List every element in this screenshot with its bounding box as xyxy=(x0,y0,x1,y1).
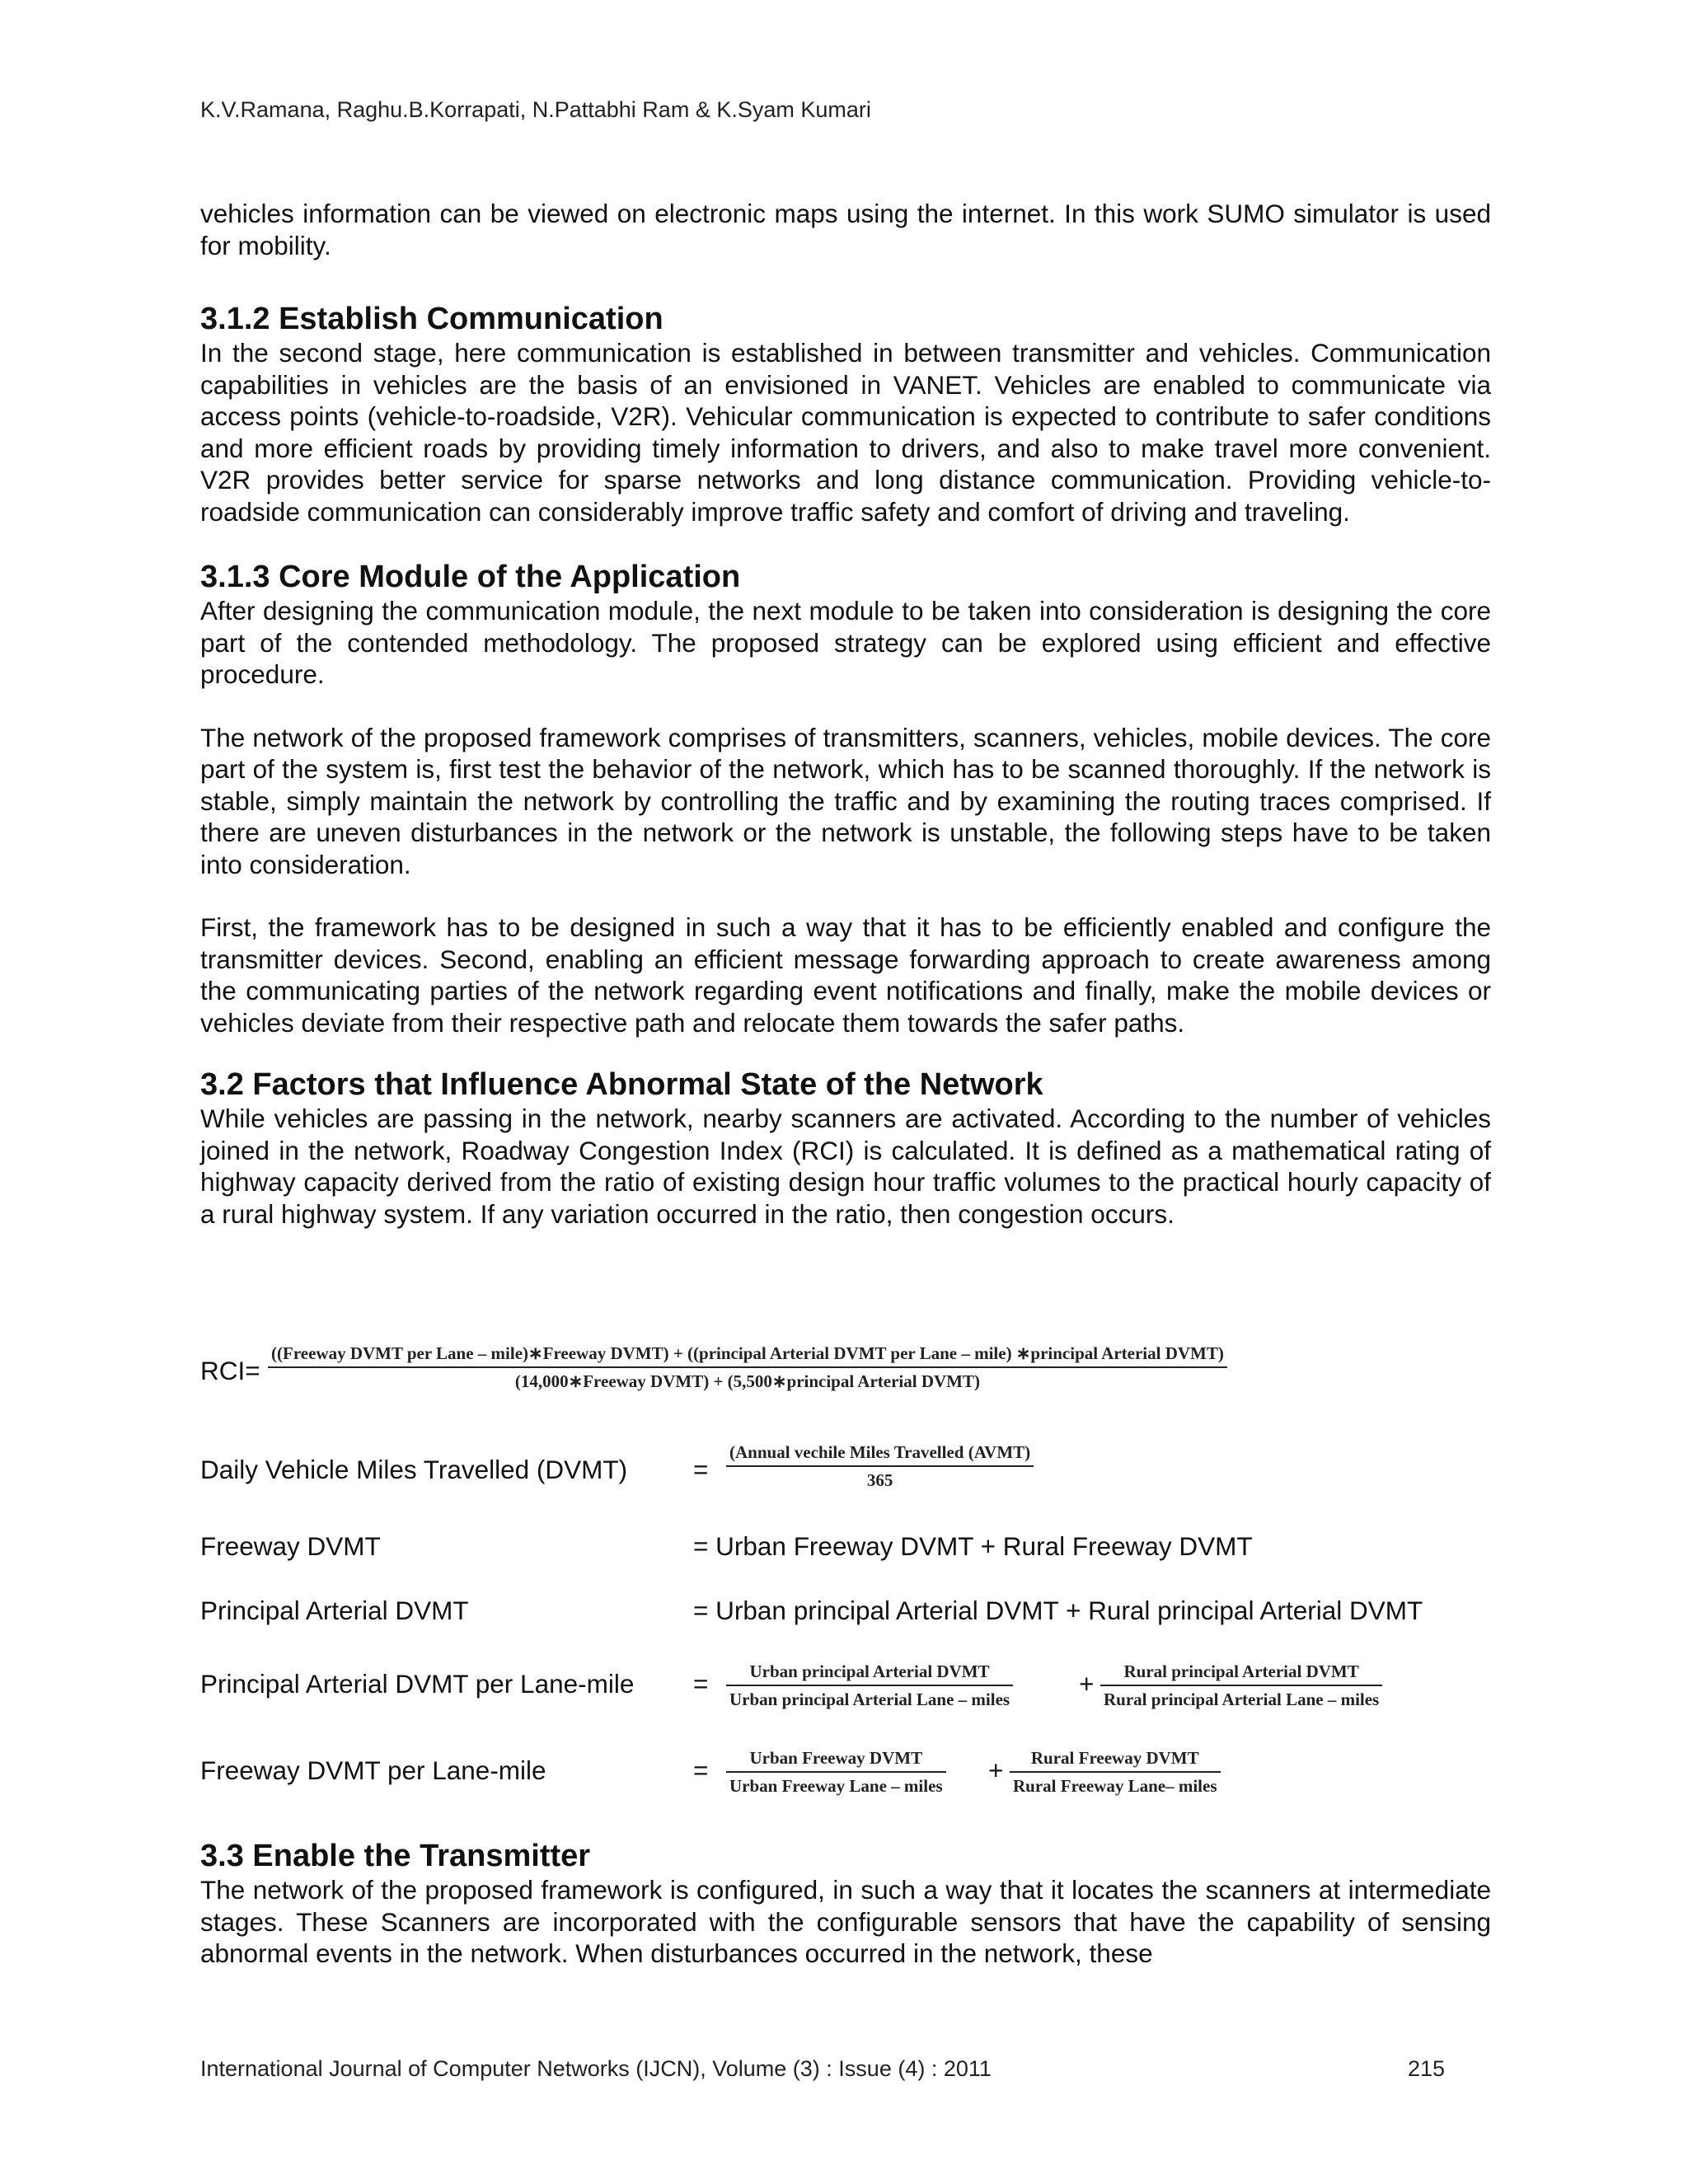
dvmt-equals: = xyxy=(693,1455,709,1484)
dvmt-label: Daily Vehicle Miles Travelled (DVMT) xyxy=(200,1455,628,1484)
page-number: 215 xyxy=(1407,2056,1445,2081)
rci-numerator: ((Freeway DVMT per Lane – mile)∗Freeway DVMT) + ((principal Arterial DVMT per Lane – mile) ∗principal Arterial DVMT) xyxy=(268,1343,1227,1368)
rci-denominator: (14,000∗Freeway DVMT) + (5,500∗principal Arterial DVMT) xyxy=(514,1371,980,1391)
section-heading-3-3: 3.3 Enable the Transmitter xyxy=(200,1839,591,1873)
freeway-dvmt-label: Freeway DVMT xyxy=(200,1531,381,1561)
page-footer xyxy=(200,2056,1445,2082)
pa-lane-mile-equals: = xyxy=(693,1669,709,1699)
fw-lane-rural-numerator: Rural Freeway DVMT xyxy=(1010,1748,1221,1773)
pa-lane-mile-plus: + xyxy=(1079,1669,1095,1699)
freeway-lane-mile-plus: + xyxy=(988,1755,1004,1785)
fw-lane-urban-denominator: Urban Freeway Lane – miles xyxy=(729,1776,943,1796)
pa-lane-urban-numerator: Urban principal Arterial DVMT xyxy=(726,1661,1013,1686)
running-head: K.V.Ramana, Raghu.B.Korrapati, N.Pattabhi Ram & K.Syam Kumari xyxy=(200,97,871,122)
freeway-dvmt-rhs: = Urban Freeway DVMT + Rural Freeway DVMT xyxy=(693,1531,1253,1561)
section-3-3 xyxy=(200,1838,1491,1970)
intro-paragraph: vehicles information can be viewed on electronic maps using the internet. In this work SUMO simulator is used for mobility. xyxy=(200,199,1491,260)
section-heading-3-2: 3.2 Factors that Influence Abnormal State of the Network xyxy=(200,1067,1043,1102)
section-3-1-3-paragraph-2: The network of the proposed framework comprises of transmitters, scanners, vehicles, mobile devices. The core part of the system is, first test the behavior of the network, which has to be scanned thoroughly. If the network is stable, simply maintain the network by controlling the traffic and by examining the routing traces comprised. If there are uneven disturbances in the network or the network is unstable, the following steps have to be taken into consideration. xyxy=(200,722,1491,879)
dvmt-fraction xyxy=(726,1442,1034,1491)
section-3-2-paragraph: While vehicles are passing in the network, nearby scanners are activated. According to the number of vehicles joined in the network, Roadway Congestion Index (RCI) is calculated. It is defined as a mathematical rating of highway capacity derived from the ratio of existing design hour traffic volumes to the practical hourly capacity of a rural highway system. If any variation occurred in the ratio, then congestion occurs. xyxy=(200,1104,1491,1229)
pa-lane-rural-denominator: Rural principal Arterial Lane – miles xyxy=(1104,1690,1380,1709)
rci-label: RCI= xyxy=(200,1356,260,1385)
pa-lane-urban-denominator: Urban principal Arterial Lane – miles xyxy=(729,1690,1010,1709)
rci-fraction xyxy=(268,1343,1227,1392)
pa-lane-mile-fraction-urban xyxy=(726,1661,1013,1710)
section-heading-3-1-3: 3.1.3 Core Module of the Application xyxy=(200,560,741,594)
freeway-lane-mile-fraction-urban xyxy=(726,1748,946,1797)
section-heading-3-1-2: 3.1.2 Establish Communication xyxy=(200,302,663,336)
section-3-1-3-paragraph-3: First, the framework has to be designed in such a way that it has to be efficiently enabled and configure the transmitter devices. Second, enabling an efficient message forwarding approach to create awareness among the communicating parties of the network regarding event notifications and finally, make the mobile devices or vehicles deviate from their respective path and relocate them towards the safer paths. xyxy=(200,912,1491,1038)
fw-lane-rural-denominator: Rural Freeway Lane– miles xyxy=(1013,1776,1217,1796)
dvmt-denominator: 365 xyxy=(866,1470,893,1490)
pa-lane-mile-label: Principal Arterial DVMT per Lane-mile xyxy=(200,1669,635,1699)
principal-arterial-dvmt-label: Principal Arterial DVMT xyxy=(200,1596,469,1625)
freeway-lane-mile-label: Freeway DVMT per Lane-mile xyxy=(200,1755,546,1785)
freeway-lane-mile-equals: = xyxy=(693,1755,709,1785)
body-text xyxy=(200,198,1491,1230)
principal-arterial-dvmt-rhs: = Urban principal Arterial DVMT + Rural principal Arterial DVMT xyxy=(693,1596,1423,1625)
fw-lane-urban-numerator: Urban Freeway DVMT xyxy=(726,1748,946,1773)
pa-lane-rural-numerator: Rural principal Arterial DVMT xyxy=(1100,1661,1382,1686)
section-3-1-3-paragraph-1: After designing the communication module, the next module to be taken into consideration is designing the core part of the contended methodology. The proposed strategy can be explored using efficient and effective procedure. xyxy=(200,596,1491,689)
freeway-lane-mile-fraction-rural xyxy=(1010,1748,1221,1797)
section-3-1-2-paragraph: In the second stage, here communication is established in between transmitter and vehicles. Communication capabilities in vehicles are the basis of an envisioned in VANET. Vehicles are enabled to communicate via access points (vehicle-to-roadside, V2R). Vehicular communication is expected to contribute to safer conditions and more efficient roads by providing timely information to drivers, and also to make travel more convenient. V2R provides better service for sparse networks and long distance communication. Providing vehicle-to-roadside communication can considerably improve traffic safety and comfort of driving and traveling. xyxy=(200,338,1491,527)
pa-lane-mile-fraction-rural xyxy=(1100,1661,1382,1710)
journal-citation: International Journal of Computer Networks (IJCN), Volume (3) : Issue (4) : 2011 xyxy=(200,2056,992,2081)
section-3-3-paragraph: The network of the proposed framework is configured, in such a way that it locates the scanners at intermediate stages. These Scanners are incorporated with the configurable sensors that have the capability of sensing abnormal events in the network. When disturbances occurred in the network, these xyxy=(200,1875,1491,1968)
dvmt-numerator: (Annual vechile Miles Travelled (AVMT) xyxy=(726,1442,1034,1467)
